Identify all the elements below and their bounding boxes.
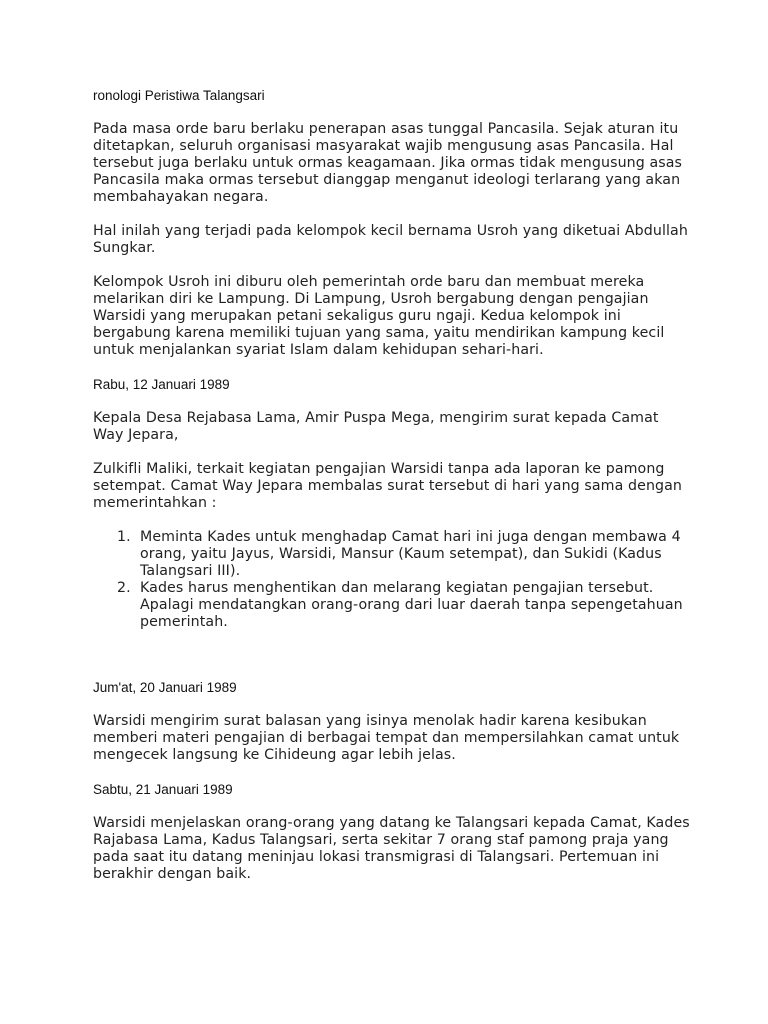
- list-item: [93, 580, 693, 631]
- date-heading-sabtu: Sabtu, 21 Januari 1989: [93, 782, 233, 797]
- list-item: [93, 529, 693, 580]
- section3-paragraph: Warsidi menjelaskan orang-orang yang datang ke Talangsari kepada Camat, Kades Rajabasa Lama, Kadus Talangsari, serta sekitar 7 orang staf pamong praja yang pada saat itu datang meninjau lokasi transmigrasi di Talangsari. Pertemuan ini berakhir dengan baik.: [93, 815, 690, 882]
- document-body: [93, 87, 693, 883]
- date-heading-jumat: Jum'at, 20 Januari 1989: [93, 680, 237, 695]
- instruction-list: [93, 529, 693, 631]
- intro-paragraph-2: Hal inilah yang terjadi pada kelompok kecil bernama Usroh yang diketuai Abdullah Sungkar.: [93, 223, 688, 256]
- section1-paragraph-2: Zulkifli Maliki, terkait kegiatan pengajian Warsidi tanpa ada laporan ke pamong setempat. Camat Way Jepara membalas surat tersebut di hari yang sama dengan memerintahkan :: [93, 461, 683, 511]
- list-item-text: Kades harus menghentikan dan melarang kegiatan pengajian tersebut. Apalagi mendatangkan orang-orang dari luar daerah tanpa sepengetahuan pemerintah.: [140, 580, 683, 630]
- list-item-text: Meminta Kades untuk menghadap Camat hari ini juga dengan membawa 4 orang, yaitu Jayus, Warsidi, Mansur (Kaum setempat), dan Sukidi (Kadus Talangsari III).: [140, 529, 681, 579]
- section2-paragraph: Warsidi mengirim surat balasan yang isinya menolak hadir karena kesibukan memberi materi pengajian di berbagai tempat dan mempersilahkan camat untuk mengecek langsung ke Cihideung agar lebih jelas.: [93, 713, 680, 763]
- intro-paragraph-3: Kelompok Usroh ini diburu oleh pemerintah orde baru dan membuat mereka melarikan diri ke Lampung. Di Lampung, Usroh bergabung dengan pengajian Warsidi yang merupakan petani sekaligus guru ngaji. Kedua kelompok ini bergabung karena memiliki tujuan yang sama, yaitu mendirikan kampung kecil untuk menjalankan syariat Islam dalam kehidupan sehari-hari.: [93, 274, 665, 358]
- date-heading-rabu: Rabu, 12 Januari 1989: [93, 377, 230, 392]
- list-item-number: 2.: [117, 580, 131, 596]
- section1-paragraph-1: Kepala Desa Rejabasa Lama, Amir Puspa Mega, mengirim surat kepada Camat Way Jepara,: [93, 410, 659, 443]
- document-title: ronologi Peristiwa Talangsari: [93, 88, 265, 103]
- intro-paragraph-1: Pada masa orde baru berlaku penerapan asas tunggal Pancasila. Sejak aturan itu ditetapkan, seluruh organisasi masyarakat wajib mengusung asas Pancasila. Hal tersebut juga berlaku untuk ormas keagamaan. Jika ormas tidak mengusung asas Pancasila maka ormas tersebut dianggap menganut ideologi terlarang yang akan membahayakan negara.: [93, 121, 683, 205]
- list-item-number: 1.: [117, 529, 131, 545]
